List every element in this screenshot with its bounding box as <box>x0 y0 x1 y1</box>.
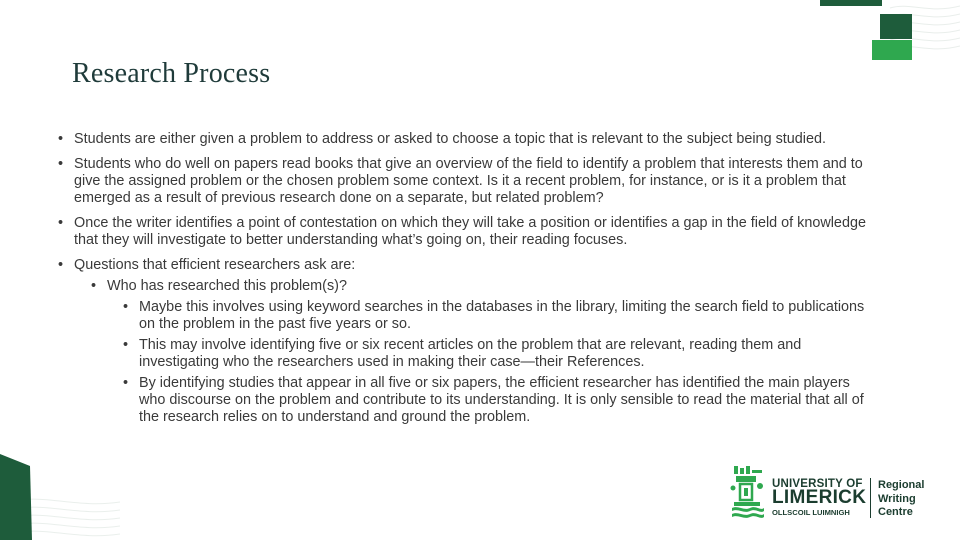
corner-decoration-top-right <box>820 0 960 90</box>
corner-decoration-bottom-left <box>0 440 120 540</box>
bullet-item <box>57 257 877 426</box>
unit-name-line: Writing <box>878 492 916 505</box>
university-logo <box>728 462 938 522</box>
sub-sub-bullet-text: By identifying studies that appear in all five or six papers, the efficient researcher has identified the main players who discourse on the problem and contribute to its understanding. It is only sensible to read the material that all of the research relies on to understand and ground the problem. <box>139 375 864 425</box>
bullet-text: Students are either given a problem to address or asked to choose a topic that is relevant to the subject being studied. <box>74 131 826 147</box>
logo-divider <box>870 478 871 518</box>
unit-name-line: Centre <box>878 506 913 518</box>
bright-green-block <box>872 40 912 60</box>
unit-name-line: Regional <box>878 479 925 491</box>
logo-limerick: LIMERICK <box>772 487 867 508</box>
crest-icon <box>728 464 768 520</box>
bullet-item <box>57 156 877 207</box>
sub-bullet-text: Who has researched this problem(s)? <box>107 278 347 294</box>
sub-sub-bullet-item <box>107 337 877 371</box>
dark-green-square <box>820 0 882 6</box>
bullet-list <box>57 131 877 434</box>
bullet-text: Questions that efficient researchers ask are: <box>74 257 356 273</box>
bullet-text: Once the writer identifies a point of contestation on which they will take a position or identifies a gap in the field of knowledge that they will investigate to better understanding what’s going on, their reading focuses. <box>74 215 866 248</box>
sub-bullet-item <box>74 278 877 426</box>
sub-sub-bullet-text: This may involve identifying five or six recent articles on the problem that are relevant, reading them and investigating who the researchers used in making their case—their References. <box>139 337 802 370</box>
bullet-item <box>57 131 877 148</box>
bullet-item <box>57 215 877 249</box>
unit-name <box>878 479 924 520</box>
logo-university-of: UNIVERSITY OF <box>772 478 863 490</box>
logo-irish-name: OLLSCOIL LUIMNIGH <box>772 508 850 517</box>
bullet-text: Students who do well on papers read books that give an overview of the field to identify a problem that interests them and to give the assigned problem or the chosen problem some context. Is it a recent problem, for instance, or is it a problem that emerged as a result of previous research done on a separate, but related problem? <box>74 156 863 206</box>
sub-sub-bullet-item <box>107 375 877 426</box>
sub-sub-bullet-item <box>107 299 877 333</box>
slide-title: Research Process <box>72 58 271 89</box>
sub-sub-bullet-text: Maybe this involves using keyword searches in the databases in the library, limiting the search field to publications on the problem in the past five years or so. <box>139 299 865 332</box>
dark-green-block <box>880 14 912 39</box>
dark-green-wedge <box>0 454 32 540</box>
